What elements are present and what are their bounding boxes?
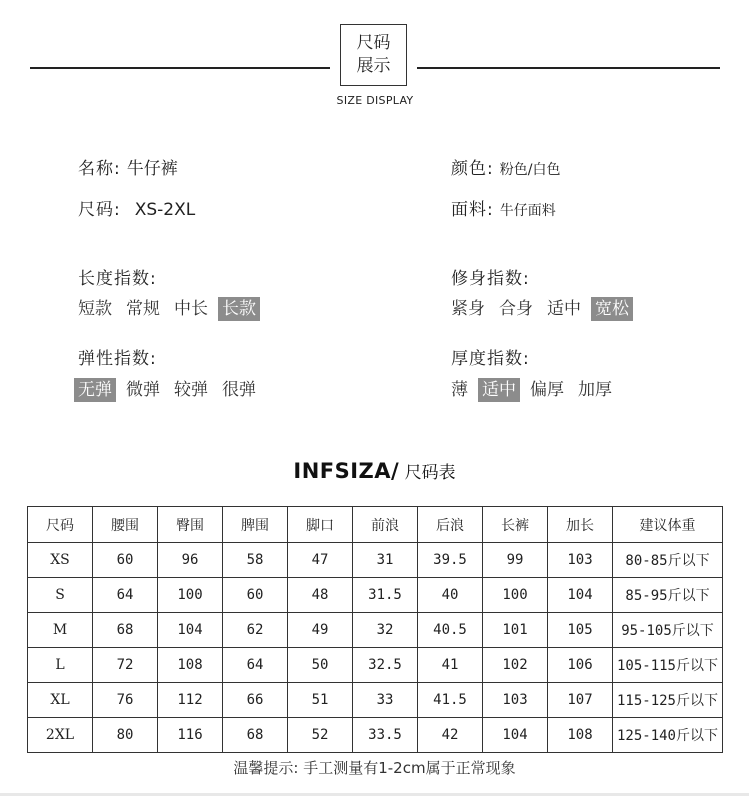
footer-note: 温馨提示: 手工测量有1-2cm属于正常现象 [233, 759, 516, 777]
table-cell: 39.5 [418, 543, 483, 578]
table-cell: 51 [288, 683, 353, 718]
table-cell: 41 [418, 648, 483, 683]
table-cell: 100 [158, 578, 223, 613]
fit-index-options [447, 297, 639, 321]
size-table [27, 506, 723, 753]
table-cell: 62 [223, 613, 288, 648]
table-row [28, 718, 723, 753]
column-header: 脚口 [288, 507, 353, 543]
table-cell: 40.5 [418, 613, 483, 648]
size-table-title-cn: 尺码表 [399, 463, 456, 483]
size-table-title [0, 458, 749, 483]
table-cell: 58 [223, 543, 288, 578]
section-title-line2: 展示 [356, 56, 391, 76]
column-header: 加长 [548, 507, 613, 543]
table-cell: 40 [418, 578, 483, 613]
length-option-selected: 长款 [218, 297, 260, 321]
fit-option: 紧身 [451, 299, 485, 319]
spec-color-value: 粉色/白色 [499, 162, 561, 178]
size-cell: XS [28, 543, 93, 578]
column-header: 臀围 [158, 507, 223, 543]
table-cell: 108 [158, 648, 223, 683]
table-cell: 104 [548, 578, 613, 613]
table-row [28, 683, 723, 718]
spec-fabric [451, 195, 556, 220]
table-cell: 80 [93, 718, 158, 753]
table-cell: 64 [223, 648, 288, 683]
length-index-options [74, 297, 266, 321]
table-cell: 32.5 [353, 648, 418, 683]
table-cell: 104 [158, 613, 223, 648]
table-cell: 68 [223, 718, 288, 753]
column-header: 前浪 [353, 507, 418, 543]
table-cell: 50 [288, 648, 353, 683]
table-cell: 33.5 [353, 718, 418, 753]
table-cell: 60 [93, 543, 158, 578]
size-table-title-en: INFSIZA/ [293, 459, 400, 483]
spec-fabric-label: 面料: [451, 200, 494, 220]
column-header: 长裤 [483, 507, 548, 543]
size-cell: XL [28, 683, 93, 718]
length-option: 短款 [78, 299, 112, 319]
elasticity-option: 较弹 [174, 380, 208, 400]
size-table-body [28, 543, 723, 753]
table-cell: 60 [223, 578, 288, 613]
elasticity-index-label: 弹性指数: [78, 349, 157, 369]
table-cell: 49 [288, 613, 353, 648]
length-index-label: 长度指数: [78, 269, 157, 289]
spec-size-value: XS-2XL [134, 200, 196, 220]
header-line-left [30, 67, 330, 69]
column-header: 后浪 [418, 507, 483, 543]
spec-color-label: 颜色: [451, 159, 494, 179]
table-row [28, 543, 723, 578]
spec-name-value: 牛仔裤 [126, 159, 178, 179]
table-cell: 112 [158, 683, 223, 718]
thickness-index-label: 厚度指数: [451, 349, 530, 369]
size-cell: L [28, 648, 93, 683]
table-cell: 104 [483, 718, 548, 753]
table-cell: 80-85斤以下 [613, 543, 723, 578]
table-cell: 115-125斤以下 [613, 683, 723, 718]
table-cell: 99 [483, 543, 548, 578]
column-header: 建议体重 [613, 507, 723, 543]
thickness-option-selected: 适中 [478, 378, 520, 402]
table-cell: 100 [483, 578, 548, 613]
table-cell: 31.5 [353, 578, 418, 613]
section-subtitle: SIZE DISPLAY [336, 94, 414, 107]
thickness-option: 偏厚 [530, 380, 564, 400]
section-title-line1: 尺码 [356, 33, 391, 53]
elasticity-option: 很弹 [222, 380, 256, 400]
section-title-box [340, 24, 407, 86]
table-cell: 85-95斤以下 [613, 578, 723, 613]
spec-color [451, 154, 560, 179]
fit-index-label: 修身指数: [451, 269, 530, 289]
spec-name [78, 154, 178, 179]
table-cell: 64 [93, 578, 158, 613]
column-header: 脾围 [223, 507, 288, 543]
elasticity-option-selected: 无弹 [74, 378, 116, 402]
table-cell: 31 [353, 543, 418, 578]
column-header: 尺码 [28, 507, 93, 543]
fit-option: 适中 [547, 299, 581, 319]
table-cell: 68 [93, 613, 158, 648]
table-cell: 48 [288, 578, 353, 613]
thickness-option: 薄 [451, 380, 468, 400]
table-cell: 76 [93, 683, 158, 718]
length-option: 常规 [126, 299, 160, 319]
table-row [28, 578, 723, 613]
header-line-right [417, 67, 720, 69]
bottom-divider [0, 793, 749, 796]
table-cell: 32 [353, 613, 418, 648]
column-header: 腰围 [93, 507, 158, 543]
table-cell: 47 [288, 543, 353, 578]
size-cell: M [28, 613, 93, 648]
elasticity-option: 微弹 [126, 380, 160, 400]
fit-option: 合身 [499, 299, 533, 319]
size-cell: 2XL [28, 718, 93, 753]
table-row [28, 613, 723, 648]
spec-size-label: 尺码: [78, 200, 121, 220]
table-cell: 105-115斤以下 [613, 648, 723, 683]
table-cell: 95-105斤以下 [613, 613, 723, 648]
table-cell: 105 [548, 613, 613, 648]
size-table-header-row [28, 507, 723, 543]
table-cell: 42 [418, 718, 483, 753]
table-cell: 101 [483, 613, 548, 648]
size-cell: S [28, 578, 93, 613]
table-cell: 103 [483, 683, 548, 718]
spec-fabric-value: 牛仔面料 [499, 203, 556, 219]
table-row [28, 648, 723, 683]
elasticity-index-options [74, 378, 266, 402]
table-cell: 33 [353, 683, 418, 718]
table-cell: 107 [548, 683, 613, 718]
table-cell: 108 [548, 718, 613, 753]
table-cell: 106 [548, 648, 613, 683]
table-cell: 66 [223, 683, 288, 718]
table-cell: 41.5 [418, 683, 483, 718]
spec-size [78, 195, 195, 220]
table-cell: 102 [483, 648, 548, 683]
table-cell: 52 [288, 718, 353, 753]
table-cell: 72 [93, 648, 158, 683]
spec-name-label: 名称: [78, 159, 121, 179]
thickness-index-options [447, 378, 622, 402]
table-cell: 103 [548, 543, 613, 578]
table-cell: 116 [158, 718, 223, 753]
table-cell: 125-140斤以下 [613, 718, 723, 753]
length-option: 中长 [174, 299, 208, 319]
thickness-option: 加厚 [578, 380, 612, 400]
table-cell: 96 [158, 543, 223, 578]
fit-option-selected: 宽松 [591, 297, 633, 321]
